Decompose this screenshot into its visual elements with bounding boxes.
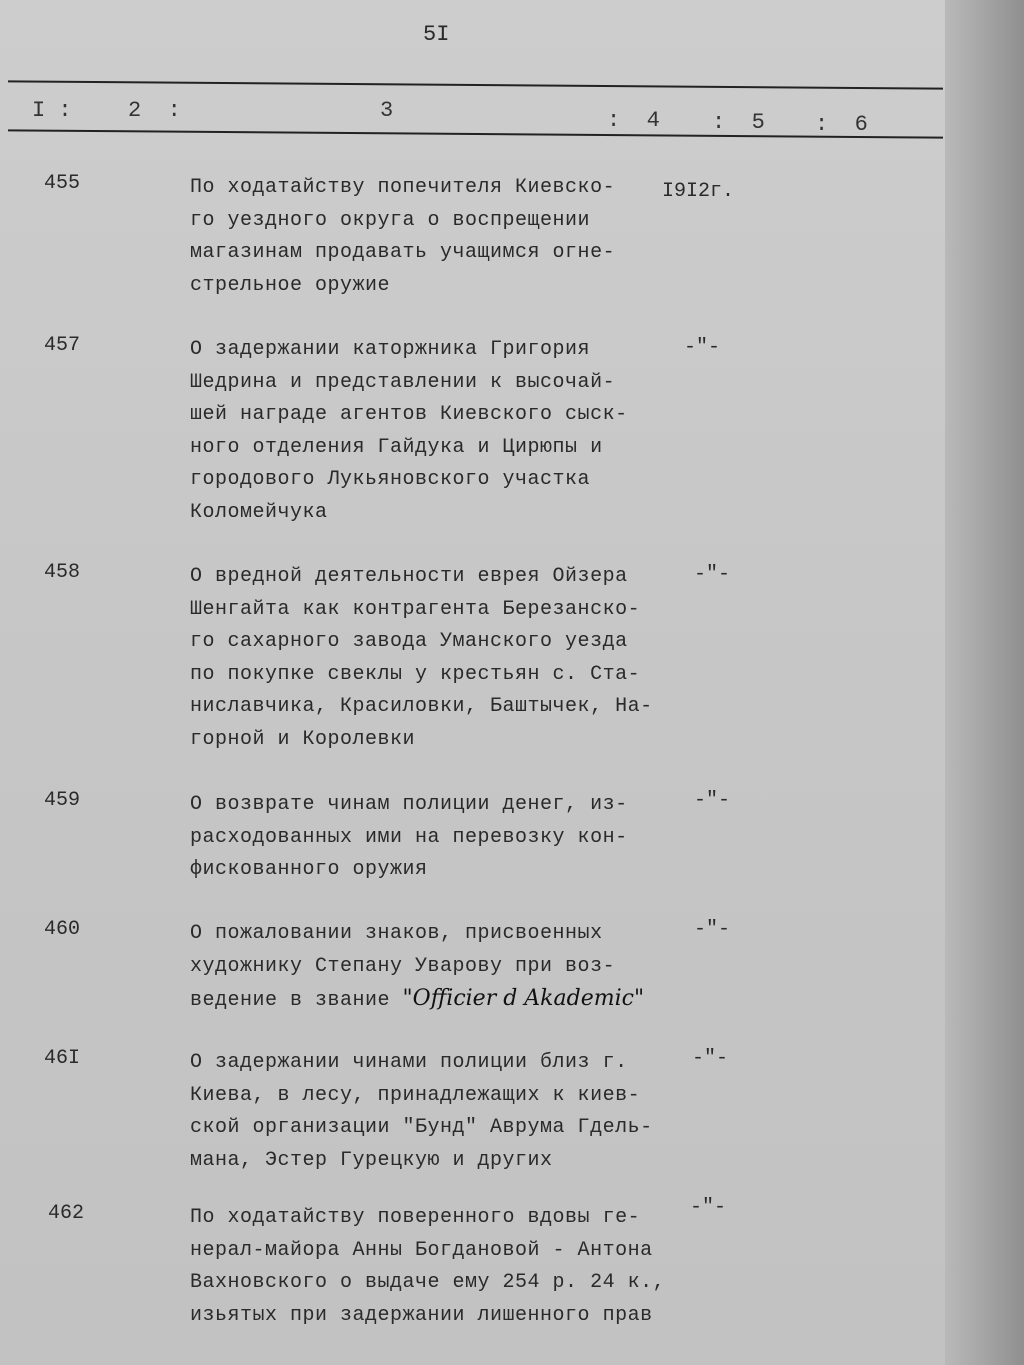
- entry-number: 458: [44, 561, 81, 584]
- entry-text: О задержании чинами полиции близ г. Киева, в лесу, принадлежащих к киев- ской организации "Бунд" Аврума Гдель- мана, Эстер Гурецкую и других: [190, 1051, 653, 1172]
- column-header-2: 2 :: [128, 98, 181, 123]
- column-header-4: : 4: [607, 108, 660, 133]
- handwritten-annotation: "Officier d Akademic": [402, 986, 645, 1011]
- entry-date-ditto: -"-: [694, 918, 731, 941]
- column-header-1: I :: [32, 98, 72, 123]
- entry-number: 46I: [44, 1047, 81, 1070]
- page-number: 5I: [423, 22, 450, 47]
- entry-date-ditto: -"-: [684, 336, 721, 359]
- entry-number: 460: [44, 918, 81, 941]
- entry-text: О задержании каторжника Григория Шедрина и представлении к высочай- шей награде агентов Киевского сыск- ного отделения Гайдука и Цирюпы и городового Лукьяновского участка Коломейчука: [190, 338, 628, 524]
- entry-date-ditto: -"-: [692, 1047, 729, 1070]
- entry-text: По ходатайству поверенного вдовы ге- нерал-майора Анны Богдановой - Антона Вахновского о выдаче ему 254 р. 24 к., изьятых при задержании лишенного прав: [190, 1206, 666, 1327]
- entry-date-ditto: -"-: [690, 1196, 727, 1219]
- entry-date-ditto: -"-: [694, 563, 731, 586]
- entry-number: 459: [44, 789, 81, 812]
- entry-text: По ходатайству попечителя Киевско- го уездного округа о воспрещении магазинам продавать учащимся огне- стрельное оружие: [190, 176, 616, 297]
- entry-text: О пожаловании знаков, присвоенных художнику Степану Уварову при воз- ведение в звание "Officier d Akademic": [190, 922, 645, 1012]
- entry-number: 462: [48, 1202, 85, 1225]
- header-bottom-rule: [8, 129, 943, 138]
- entry-number: 455: [44, 172, 81, 195]
- column-header-5: : 5: [712, 110, 765, 135]
- entry-text: О вредной деятельности еврея Ойзера Шенгайта как контрагента Березанско- го сахарного завода Уманского уезда по покупке свеклы у крестьян с. Ста- ниславчика, Красиловки, Баштычек, На- горной и Королевки: [190, 565, 653, 751]
- entry-text: О возврате чинам полиции денег, из- расходованных ими на перевозку кон- фискованного оружия: [190, 793, 628, 881]
- header-top-rule: [8, 80, 943, 89]
- column-header-3: 3: [380, 98, 394, 123]
- page-edge-shadow: [945, 0, 1024, 1365]
- column-header-6: : 6: [815, 112, 868, 137]
- entry-number: 457: [44, 334, 81, 357]
- entry-date: I9I2г.: [662, 180, 735, 203]
- entry-date-ditto: -"-: [694, 789, 731, 812]
